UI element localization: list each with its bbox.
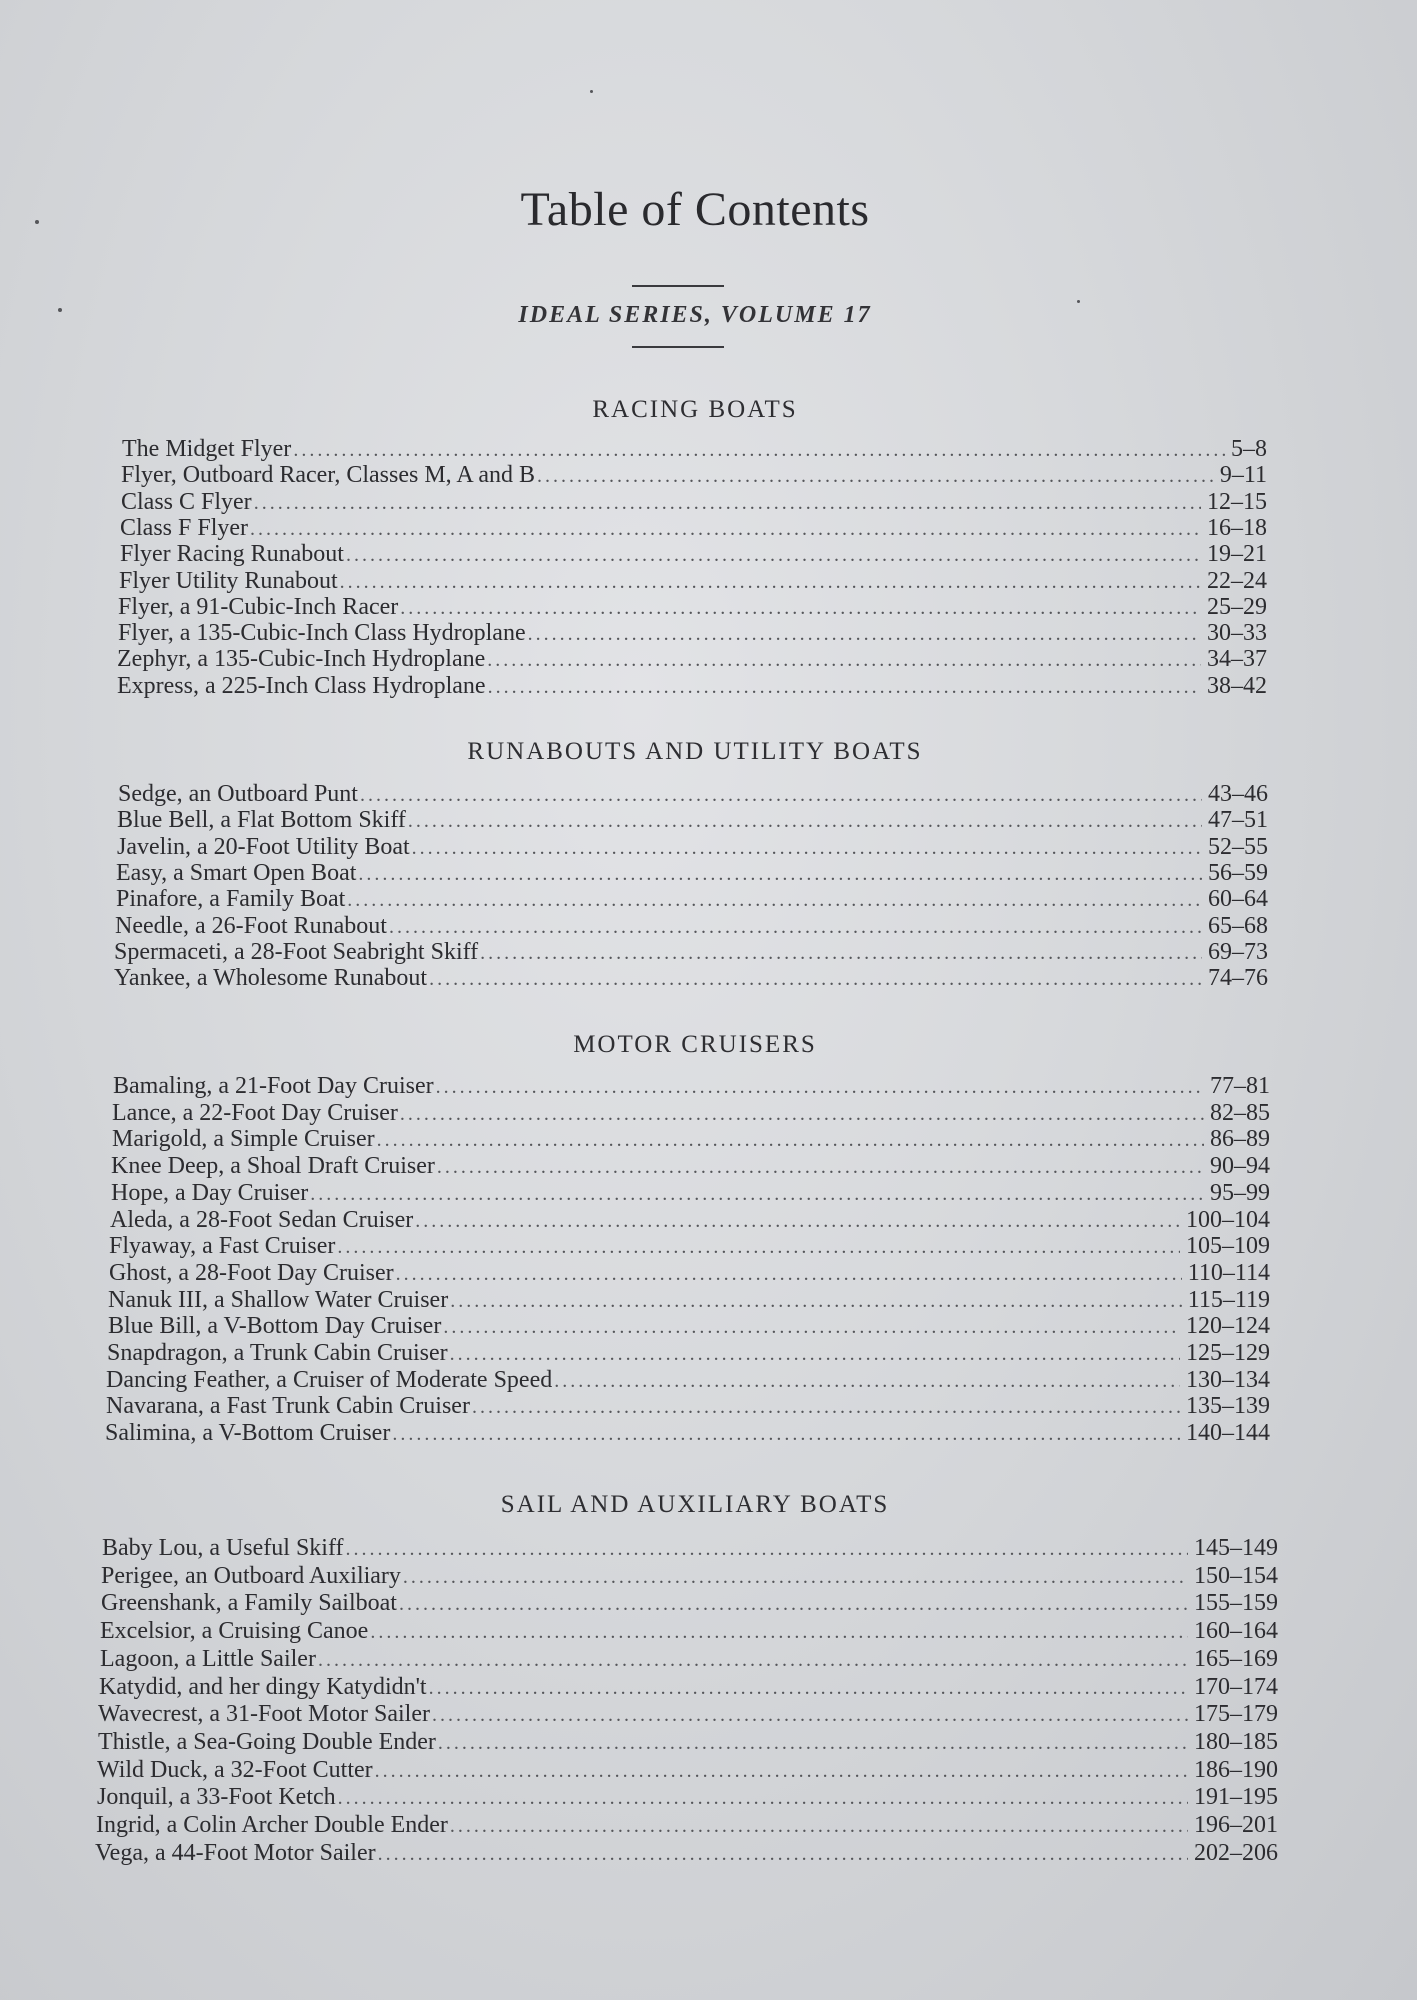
entry-title: Blue Bill, a V-Bottom Day Cruiser [108, 1313, 442, 1340]
entry-title: Bamaling, a 21-Foot Day Cruiser [113, 1073, 434, 1099]
dot-leader [429, 966, 1202, 992]
toc-entry [108, 1313, 1270, 1340]
entry-title: Marigold, a Simple Cruiser [112, 1126, 375, 1153]
dot-leader [358, 861, 1202, 887]
toc-entry [110, 1207, 1270, 1234]
entry-page-range: 65–68 [1208, 912, 1268, 939]
toc-entry [108, 1287, 1270, 1314]
dot-leader [472, 1394, 1180, 1420]
rule-top [632, 285, 724, 287]
dot-leader [528, 621, 1201, 647]
dot-leader [254, 490, 1201, 516]
entry-title: Flyaway, a Fast Cruiser [109, 1233, 336, 1260]
entry-title: Hope, a Day Cruiser [111, 1179, 309, 1206]
toc-entry [112, 1126, 1270, 1153]
paper-speck [1077, 300, 1080, 303]
entry-page-range: 47–51 [1208, 807, 1268, 834]
paper-speck [58, 308, 62, 312]
entry-title: Wild Duck, a 32-Foot Cutter [97, 1756, 373, 1783]
entry-page-range: 30–33 [1207, 620, 1267, 647]
toc-entry [115, 913, 1268, 940]
entry-page-range: 125–129 [1186, 1340, 1270, 1366]
dot-leader [360, 782, 1202, 808]
dot-leader [488, 674, 1201, 700]
entry-page-range: 22–24 [1207, 567, 1267, 594]
paper-speck [35, 220, 39, 224]
entry-page-range: 115–119 [1187, 1286, 1270, 1313]
entry-page-range: 86–89 [1210, 1126, 1270, 1153]
entry-page-range: 135–139 [1186, 1393, 1270, 1420]
dot-leader [338, 1785, 1188, 1811]
entry-page-range: 186–190 [1194, 1756, 1278, 1783]
toc-entry [122, 436, 1267, 463]
entry-title: Javelin, a 20-Foot Utility Boat [117, 833, 410, 860]
dot-leader [346, 542, 1201, 568]
entry-page-range: 105–109 [1186, 1233, 1270, 1260]
entry-title: Class F Flyer [120, 514, 249, 541]
toc-entry [118, 620, 1267, 647]
dot-leader [432, 1702, 1188, 1728]
entry-page-range: 145–149 [1194, 1535, 1278, 1561]
entry-page-range: 77–81 [1210, 1073, 1270, 1099]
dot-leader [450, 1288, 1182, 1314]
entry-page-range: 38–42 [1207, 672, 1267, 699]
entry-page-range: 150–154 [1194, 1562, 1278, 1589]
dot-leader [415, 1208, 1180, 1234]
dot-leader [347, 887, 1202, 913]
entry-title: Flyer Utility Runabout [119, 567, 338, 594]
dot-leader [408, 808, 1202, 834]
dot-leader [396, 1261, 1182, 1287]
entry-page-range: 170–174 [1194, 1673, 1278, 1700]
entry-title: Dancing Feather, a Cruiser of Moderate Speed [106, 1366, 553, 1393]
toc-entry [99, 1674, 1278, 1701]
dot-leader [378, 1841, 1188, 1867]
toc-entry [109, 1260, 1270, 1287]
entry-page-range: 25–29 [1207, 593, 1267, 620]
entry-page-range: 56–59 [1208, 859, 1268, 886]
section-heading: SAIL AND AUXILIARY BOATS [500, 1491, 890, 1518]
entry-page-range: 82–85 [1210, 1099, 1270, 1126]
toc-entry [98, 1701, 1278, 1728]
page-title: Table of Contents [520, 183, 870, 236]
dot-leader [438, 1730, 1188, 1756]
toc-entry [95, 1840, 1278, 1867]
toc-entry [117, 807, 1268, 834]
dot-leader [310, 1181, 1204, 1207]
toc-entry [111, 1180, 1270, 1207]
entry-title: Ingrid, a Colin Archer Double Ender [96, 1812, 448, 1838]
toc-entry [120, 541, 1267, 568]
dot-leader [250, 516, 1201, 542]
entry-title: Salimina, a V-Bottom Cruiser [105, 1420, 391, 1447]
dot-leader [400, 1101, 1204, 1127]
toc-entry [96, 1812, 1278, 1839]
entry-page-range: 191–195 [1194, 1784, 1278, 1811]
toc-entry [109, 1233, 1270, 1260]
toc-entry [117, 673, 1267, 700]
toc-entry [114, 965, 1268, 992]
toc-entry [98, 1729, 1278, 1756]
toc-entry [117, 834, 1268, 861]
section-heading: RUNABOUTS AND UTILITY BOATS [467, 738, 923, 765]
dot-leader [554, 1368, 1180, 1394]
toc-entry [121, 489, 1267, 516]
entry-page-range: 155–159 [1194, 1590, 1278, 1617]
entry-title: Class C Flyer [121, 488, 252, 515]
toc-entry [105, 1420, 1270, 1447]
toc-entry [121, 462, 1267, 489]
entry-page-range: 5–8 [1231, 436, 1267, 462]
entry-title: Lance, a 22-Foot Day Cruiser [112, 1099, 398, 1126]
toc-entry [113, 1073, 1270, 1100]
entry-page-range: 180–185 [1194, 1728, 1278, 1755]
entry-title: Jonquil, a 33-Foot Ketch [97, 1784, 336, 1811]
entry-page-range: 196–201 [1194, 1812, 1278, 1838]
entry-title: The Midget Flyer [122, 436, 292, 462]
entry-page-range: 165–169 [1194, 1645, 1278, 1672]
dot-leader [340, 569, 1201, 595]
entry-page-range: 110–114 [1187, 1259, 1270, 1286]
entry-title: Vega, a 44-Foot Motor Sailer [95, 1839, 376, 1866]
dot-leader [450, 1341, 1180, 1367]
entry-title: Nanuk III, a Shallow Water Cruiser [108, 1286, 449, 1313]
toc-entry [106, 1367, 1270, 1394]
entry-page-range: 60–64 [1208, 886, 1268, 913]
toc-entry [116, 860, 1268, 887]
dot-leader [400, 595, 1201, 621]
dot-leader [346, 1536, 1188, 1562]
toc-entry [106, 1393, 1270, 1420]
entry-page-range: 9–11 [1219, 462, 1267, 489]
dot-leader [370, 1619, 1188, 1645]
entry-title: Flyer, Outboard Racer, Classes M, A and B [121, 462, 536, 489]
toc-entry [114, 939, 1268, 966]
entry-page-range: 43–46 [1208, 781, 1268, 807]
entry-title: Aleda, a 28-Foot Sedan Cruiser [110, 1206, 414, 1233]
entry-title: Excelsior, a Cruising Canoe [100, 1618, 369, 1645]
entry-title: Knee Deep, a Shoal Draft Cruiser [111, 1153, 435, 1180]
toc-entry [112, 1100, 1270, 1127]
entry-page-range: 34–37 [1207, 646, 1267, 673]
entry-title: Greenshank, a Family Sailboat [101, 1590, 397, 1617]
entry-page-range: 52–55 [1208, 833, 1268, 860]
toc-entry [111, 1153, 1270, 1180]
entry-title: Blue Bell, a Flat Bottom Skiff [117, 807, 406, 834]
dot-leader [293, 437, 1225, 463]
dot-leader [450, 1813, 1188, 1839]
dot-leader [389, 914, 1202, 940]
entry-title: Easy, a Smart Open Boat [116, 859, 357, 886]
entry-title: Ghost, a 28-Foot Day Cruiser [109, 1259, 394, 1286]
dot-leader [437, 1154, 1204, 1180]
entry-page-range: 90–94 [1210, 1153, 1270, 1180]
entry-page-range: 100–104 [1186, 1206, 1270, 1233]
toc-entry [118, 594, 1267, 621]
dot-leader [318, 1647, 1188, 1673]
series-subtitle: IDEAL SERIES, VOLUME 17 [518, 302, 872, 328]
entry-title: Flyer, a 135-Cubic-Inch Class Hydroplane [118, 620, 526, 647]
entry-page-range: 160–164 [1194, 1618, 1278, 1645]
entry-title: Spermaceti, a 28-Foot Seabright Skiff [114, 938, 479, 965]
entry-page-range: 19–21 [1207, 541, 1267, 568]
toc-entry [118, 781, 1268, 808]
entry-title: Yankee, a Wholesome Runabout [114, 965, 428, 992]
entry-page-range: 175–179 [1194, 1701, 1278, 1728]
entry-page-range: 95–99 [1210, 1179, 1270, 1206]
dot-leader [403, 1564, 1188, 1590]
toc-entry [116, 886, 1268, 913]
dot-leader [429, 1675, 1188, 1701]
entry-title: Flyer Racing Runabout [120, 541, 344, 568]
entry-page-range: 202–206 [1194, 1839, 1278, 1866]
entry-title: Snapdragon, a Trunk Cabin Cruiser [107, 1340, 448, 1366]
section-heading: MOTOR CRUISERS [573, 1031, 817, 1058]
dot-leader [375, 1758, 1188, 1784]
toc-entry [117, 646, 1267, 673]
toc-entry [101, 1563, 1278, 1590]
entry-title: Navarana, a Fast Trunk Cabin Cruiser [106, 1393, 470, 1420]
entry-page-range: 16–18 [1207, 514, 1267, 541]
dot-leader [443, 1314, 1180, 1340]
entry-page-range: 69–73 [1208, 938, 1268, 965]
entry-title: Needle, a 26-Foot Runabout [115, 912, 387, 939]
toc-entry [120, 515, 1267, 542]
entry-page-range: 74–76 [1208, 965, 1268, 992]
toc-entry [102, 1535, 1278, 1562]
entry-title: Wavecrest, a 31-Foot Motor Sailer [98, 1701, 430, 1728]
dot-leader [399, 1591, 1188, 1617]
toc-entry [101, 1590, 1278, 1617]
entry-title: Sedge, an Outboard Punt [118, 781, 358, 807]
toc-entry [97, 1757, 1278, 1784]
entry-title: Pinafore, a Family Boat [116, 886, 346, 913]
toc-entry [119, 568, 1267, 595]
dot-leader [392, 1421, 1180, 1447]
entry-title: Lagoon, a Little Sailer [100, 1645, 316, 1672]
entry-title: Baby Lou, a Useful Skiff [102, 1535, 344, 1561]
entry-title: Perigee, an Outboard Auxiliary [101, 1562, 401, 1589]
toc-entry [97, 1784, 1278, 1811]
entry-page-range: 120–124 [1186, 1313, 1270, 1340]
entry-title: Katydid, and her dingy Katydidn't [99, 1673, 427, 1700]
entry-page-range: 12–15 [1207, 488, 1267, 515]
dot-leader [436, 1074, 1204, 1100]
paper-speck [590, 90, 593, 93]
dot-leader [412, 835, 1202, 861]
entry-page-range: 140–144 [1186, 1420, 1270, 1447]
toc-entry [100, 1646, 1278, 1673]
dot-leader [377, 1127, 1204, 1153]
entry-title: Zephyr, a 135-Cubic-Inch Hydroplane [117, 646, 486, 673]
entry-title: Flyer, a 91-Cubic-Inch Racer [118, 593, 399, 620]
dot-leader [487, 647, 1201, 673]
entry-page-range: 130–134 [1186, 1366, 1270, 1393]
toc-entry [100, 1618, 1278, 1645]
entry-title: Express, a 225-Inch Class Hydroplane [117, 672, 486, 699]
toc-entry [107, 1340, 1270, 1367]
section-heading: RACING BOATS [592, 396, 798, 423]
dot-leader [337, 1234, 1180, 1260]
entry-title: Thistle, a Sea-Going Double Ender [98, 1728, 436, 1755]
rule-bottom [632, 346, 724, 348]
dot-leader [480, 940, 1202, 966]
dot-leader [537, 463, 1214, 489]
